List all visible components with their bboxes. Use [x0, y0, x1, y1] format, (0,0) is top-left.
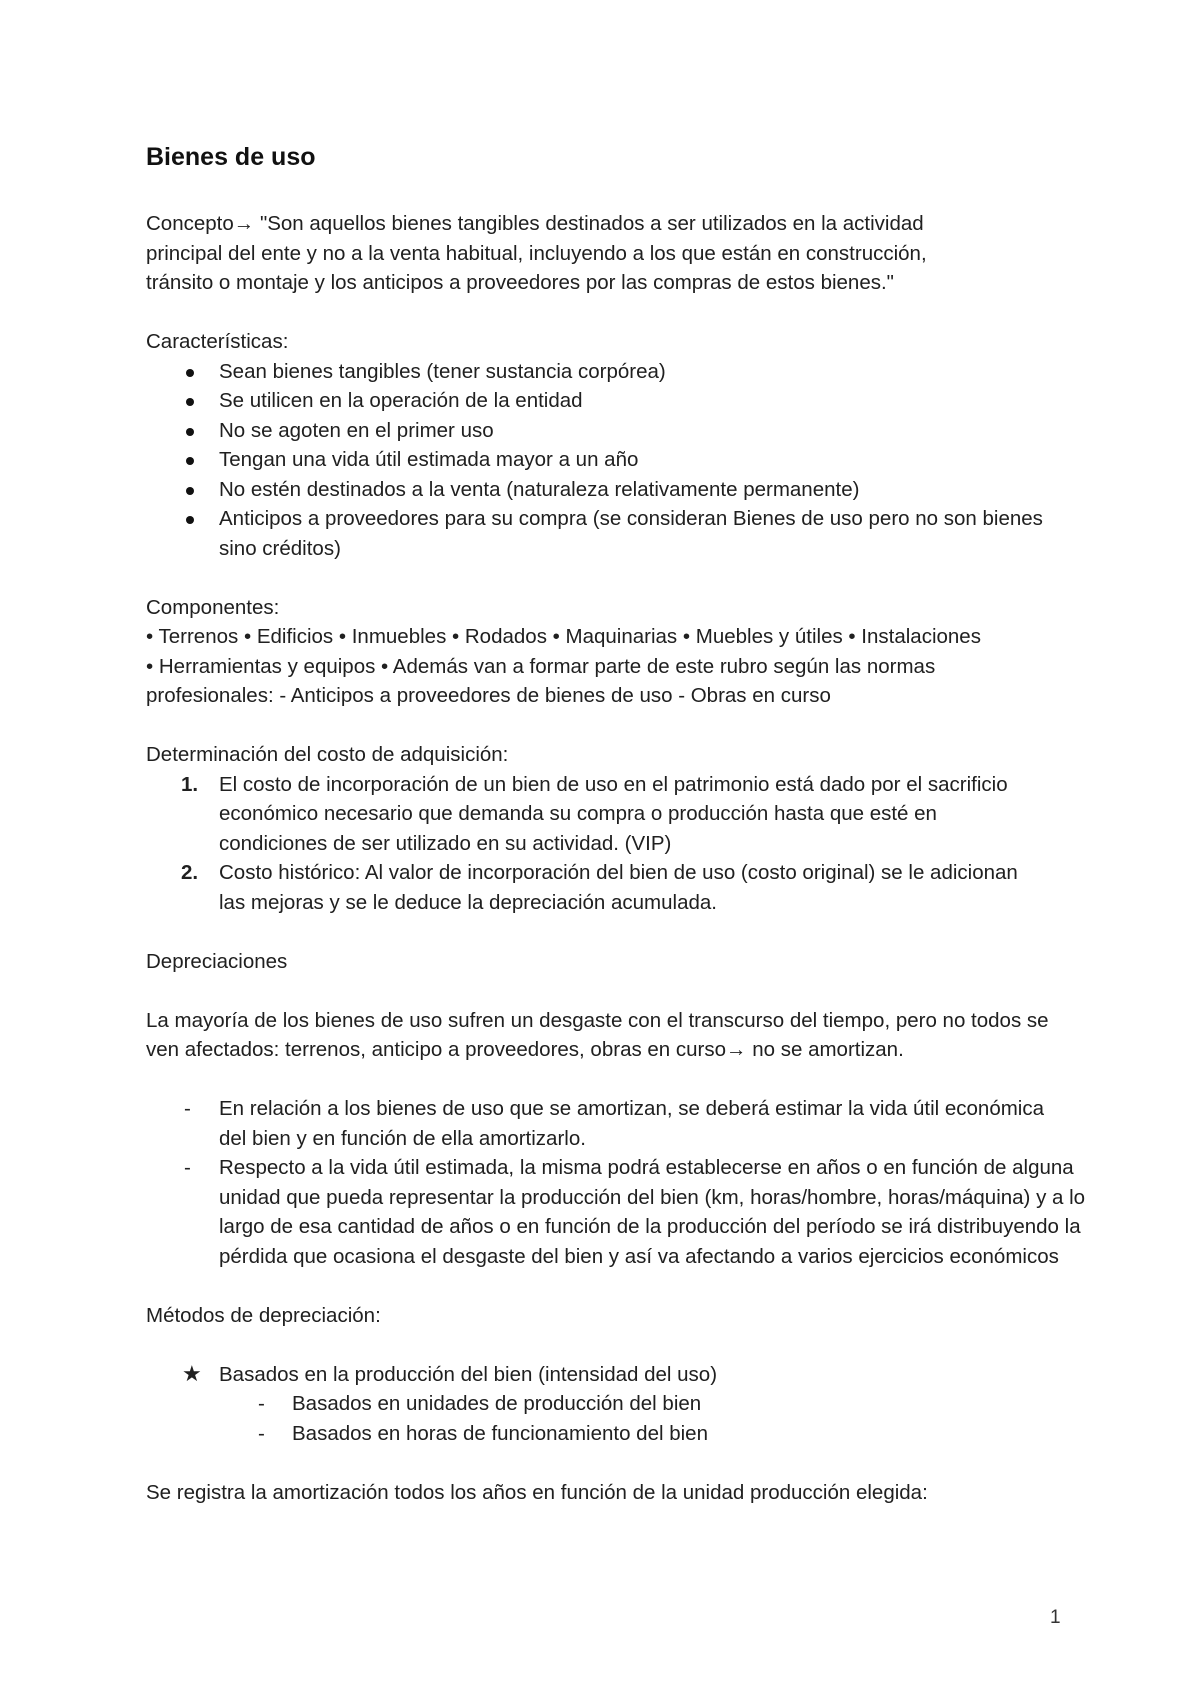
- determinacion-heading: Determinación del costo de adquisición:: [146, 743, 509, 766]
- metodos-list: [146, 1360, 1086, 1390]
- closing-line: Se registra la amortización todos los años en función de la unidad producción elegida:: [146, 1480, 928, 1504]
- componentes-line-1: • Terrenos • Edificios • Inmuebles • Rodados • Maquinarias • Muebles y útiles • Instalaciones: [146, 625, 981, 648]
- page-number: 1: [1050, 1607, 1061, 1628]
- list-item: Se utilicen en la operación de la entidad: [146, 386, 1086, 416]
- dash-marker: -: [184, 1097, 191, 1120]
- caracteristicas-list: [146, 357, 1086, 564]
- dash-marker: -: [258, 1392, 265, 1415]
- depreciaciones-paragraph: La mayoría de los bienes de uso sufren un desgaste con el transcurso del tiempo, pero no todos se ven afectados: terrenos, anticipo a proveedores, obras en curso→ no se amortizan.: [146, 1008, 1049, 1061]
- dash-marker: -: [184, 1156, 191, 1179]
- list-number: 1.: [181, 772, 199, 796]
- componentes-line-2: • Herramientas y equipos • Además van a formar parte de este rubro según las normas: [146, 654, 936, 678]
- concepto-line-1: Concepto→ "Son aquellos bienes tangibles destinados a ser utilizados en la actividad: [146, 212, 924, 235]
- determinacion-list: [146, 770, 1086, 918]
- list-item: - Basados en unidades de producción del bien: [146, 1389, 1086, 1419]
- list-item: Tengan una vida útil estimada mayor a un año: [146, 445, 1086, 475]
- metodos-sublist: [146, 1389, 1086, 1448]
- list-item: 1. El costo de incorporación de un bien de uso en el patrimonio está dado por el sacrificio económico necesario que demanda su compra o producción hasta que esté en condiciones de ser utilizado en su actividad. (VIP): [146, 770, 1086, 859]
- componentes-line-3: profesionales: - Anticipos a proveedores de bienes de uso - Obras en curso: [146, 684, 831, 707]
- document-content: [146, 140, 1086, 1507]
- page-title: Bienes de uso: [146, 143, 316, 171]
- bullet-icon: [186, 369, 194, 377]
- list-item: No se agoten en el primer uso: [146, 416, 1086, 446]
- star-icon: ★: [182, 1360, 202, 1386]
- dash-marker: -: [258, 1421, 265, 1445]
- list-item: - En relación a los bienes de uso que se amortizan, se deberá estimar la vida útil económica del bien y en función de ella amortizarlo.: [146, 1094, 1086, 1153]
- caracteristicas-heading: Características:: [146, 330, 289, 353]
- metodos-heading: Métodos de depreciación:: [146, 1303, 381, 1327]
- componentes-heading: Componentes:: [146, 595, 280, 619]
- bullet-icon: [186, 487, 194, 495]
- bullet-icon: [186, 457, 194, 465]
- concepto-line-2: principal del ente y no a la venta habitual, incluyendo a los que están en construcción,: [146, 241, 927, 265]
- list-item: 2. Costo histórico: Al valor de incorporación del bien de uso (costo original) se le adicionan las mejoras y se le deduce la depreciación acumulada.: [146, 858, 1086, 917]
- bullet-icon: [186, 428, 194, 436]
- bullet-icon: [186, 398, 194, 406]
- list-item: - Basados en horas de funcionamiento del bien: [146, 1419, 1086, 1449]
- list-item: - Respecto a la vida útil estimada, la misma podrá establecerse en años o en función de alguna unidad que pueda representar la producción del bien (km, horas/hombre, horas/máquina) y a lo largo de esa cantidad de años o en función de la producción del período se irá distribuyendo la pérdida que ocasiona el desgaste del bien y así va afectando a varios ejercicios económicos: [146, 1153, 1086, 1271]
- depreciaciones-list: [146, 1094, 1086, 1271]
- list-item: Sean bienes tangibles (tener sustancia corpórea): [146, 357, 1086, 387]
- list-item: ★ Basados en la producción del bien (intensidad del uso): [146, 1360, 1086, 1390]
- concepto-line-3: tránsito o montaje y los anticipos a proveedores por las compras de estos bienes.": [146, 271, 894, 294]
- list-item: No estén destinados a la venta (naturaleza relativamente permanente): [146, 475, 1086, 505]
- depreciaciones-heading: Depreciaciones: [146, 949, 288, 973]
- list-item: Anticipos a proveedores para su compra (se consideran Bienes de uso pero no son bienes sino créditos): [146, 504, 1086, 563]
- bullet-icon: [186, 516, 194, 524]
- list-number: 2.: [181, 861, 199, 884]
